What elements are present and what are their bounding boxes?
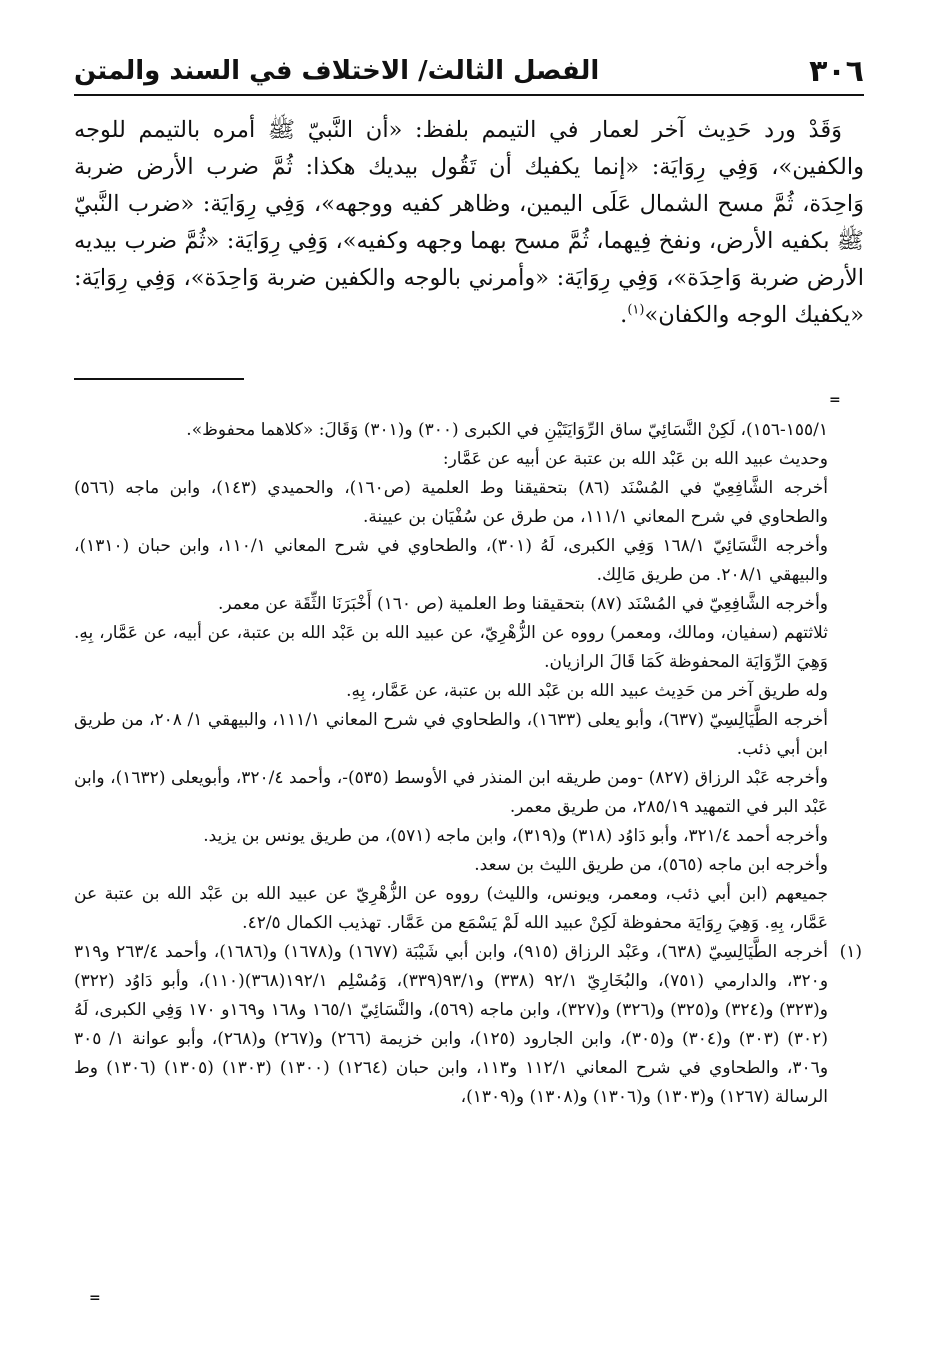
footnote-1-text: أخرجه الطَّيَالِسِيّ (٦٣٨)، وعَبْد الرزاق (٩١٥)، وابن أبي شَيْبَة (١٦٧٧) و(١٦٧٨) و(١٦٨٦)، وأحمد ٢٦٣/٤ و٣١٩ و٣٢٠، والدارمي (٧٥١)، والبُخَارِيّ ٩٢/١ (٣٣٨) و٩٣/١(٣٣٩)، وَمُسْلِم ١٩٢/١(٣٦٨)(١١٠)، وأبو دَاوُد (٣٢٢) و(٣٢٣) و(٣٢٤) و(٣٢٥) و(٣٢٦) و(٣٢٧)، وابن ماجه (٥٦٩)، والنَّسَائِيّ ١٦٥/١ و١٦٨ و١٦٩و ١٧٠ وَفِي الكبرى، لَهُ (٣٠٢) (٣٠٣) و(٣٠٤) و(٣٠٥)، وابن الجارود (١٢٥)، وابن خزيمة (٢٦٦) و(٢٦٧) و(٢٦٨)، وأبو عوانة ١/ ٣٠٥ و٣٠٦، والطحاوي في شرح المعاني ١١٢/١ و١١٣، وابن حبان (١٢٦٤) (١٣٠٠) (١٣٠٣) (١٣٠٥) (١٣٠٦) وط الرسالة (١٢٦٧) و(١٣٠٣) و(١٣٠٦) و(١٣٠٨) و(١٣٠٩)،: [74, 942, 829, 1107]
footnote-line: وأخرجه أحمد ٣٢١/٤، وأبو دَاوُد (٣١٨) و(٣١٩)، وابن ماجه (٥٧١)، من طريق يونس بن يزيد.: [203, 826, 828, 846]
main-text: [74, 112, 864, 334]
footnote-line: أخرجه الشَّافِعِيّ في المُسْنَد (٨٦) بتحقيقنا وط العلمية (ص١٦٠)، والحميدي (١٤٣)، وابن ماجه (٥٦٦) والطحاوي في شرح المعاني ١١١/١، من طرق عن سُفْيَان بن عيينة.: [74, 478, 828, 527]
page-number: ٣٠٦: [809, 54, 864, 89]
footnote-line: وحديث عبيد الله بن عَبْد الله بن عتبة عن أبيه عن عَمَّار:: [442, 449, 828, 469]
footnote-1: [74, 938, 862, 1112]
footnote-line: وأخرجه الشَّافِعِيّ في المُسْنَد (٨٧) بتحقيقنا وط العلمية (ص ١٦٠) أَخْبَرَنَا الثِّقَة عن معمر.: [217, 594, 828, 614]
paragraph-end: .: [620, 302, 628, 328]
footnote-mark-bottom: =: [89, 1290, 101, 1306]
page-header: [74, 52, 864, 96]
footnote-mark-top: =: [829, 392, 841, 408]
footnote-separator: [74, 378, 244, 380]
running-title: الفصل الثالث/ الاختلاف في السند والمتن: [74, 56, 600, 86]
footnote-line: جميعهم (ابن أبي ذئب، ومعمر، ويونس، والليث) رووه عن الزُّهْرِيّ عن عبيد الله بن عَبْد الله بن عتبة عن عَمَّار، بِهِ. وَهِيَ رِوَايَة محفوظة لَكِنْ عبيد الله لَمْ يَسْمَع من عَمَّار. تهذيب الكمال ٤٢/٥.: [74, 884, 828, 933]
footnote-line: وأخرجه عَبْد الرزاق (٨٢٧) -ومن طريقه ابن المنذر في الأوسط (٥٣٥)-، وأحمد ٣٢٠/٤، وأبويعلى (١٦٣٢)، وابن عَبْد البر في التمهيد ٢٨٥/١٩، من طريق معمر.: [74, 768, 828, 817]
footnote-line: ثلاثتهم (سفيان، ومالك، ومعمر) رووه عن الزُّهْرِيّ، عن عبيد الله بن عَبْد الله بن عتبة، عن أبيه، عن عَمَّار، بِهِ. وَهِيَ الرِّوَايَة المحفوظة كَمَا قَالَ الرازيان.: [74, 623, 828, 672]
footnote-line: أخرجه الطَّيَالِسِيّ (٦٣٧)، وأبو يعلى (١٦٣٣)، والطحاوي في شرح المعاني ١١١/١، والبيهقي ١/ ٢٠٨، من طريق ابن أبي ذئب.: [74, 710, 828, 759]
footnote-1-number: (١): [839, 942, 862, 962]
footnotes: [74, 416, 862, 1112]
main-paragraph-text: وَقَدْ ورد حَدِيث آخر لعمار في التيمم بلفظ: «أن النَّبيّ ﷺ أمره بالتيمم للوجه والكفين»، وَفِي رِوَايَة: «إنما يكفيك أن تَقُول بيديك هكذا: ثُمَّ ضرب الأرض ضربة وَاحِدَة، ثُمَّ مسح الشمال عَلَى اليمين، وظاهر كفيه ووجهه»، وَفِي رِوَايَة: «ضرب النَّبيّ ﷺ بكفيه الأرض، ونفخ فِيهما، ثُمَّ مسح بهما وجهه وكفيه»، وَفِي رِوَايَة: «ثُمَّ ضرب بيديه الأرض ضربة وَاحِدَة»، وَفِي رِوَايَة: «وأمرني بالوجه والكفين ضربة وَاحِدَة»، وَفِي رِوَايَة: «يكفيك الوجه والكفان»: [74, 117, 864, 328]
footnote-line: وله طريق آخر من حَدِيث عبيد الله بن عَبْد الله بن عتبة، عن عَمَّار، بِهِ.: [346, 681, 828, 701]
footnote-line: ١٥٥/١-١٥٦)، لَكِنْ النَّسَائِيّ ساق الرِّوَايَتَيْنِ في الكبرى (٣٠٠) و(٣٠١) وَقَالَ: «كلاهما محفوظ».: [186, 420, 828, 440]
main-paragraph: [74, 112, 864, 334]
footnote-line: وأخرجه ابن ماجه (٥٦٥)، من طريق الليث بن سعد.: [474, 855, 828, 875]
footnote-reference: (١): [627, 302, 645, 318]
footnote-line: وأخرجه النَّسَائِيّ ١٦٨/١ وَفِي الكبرى، لَهُ (٣٠١)، والطحاوي في شرح المعاني ١١٠/١، وابن حبان (١٣١٠)، والبيهقي ٢٠٨/١. من طريق مَالِك.: [74, 536, 829, 585]
